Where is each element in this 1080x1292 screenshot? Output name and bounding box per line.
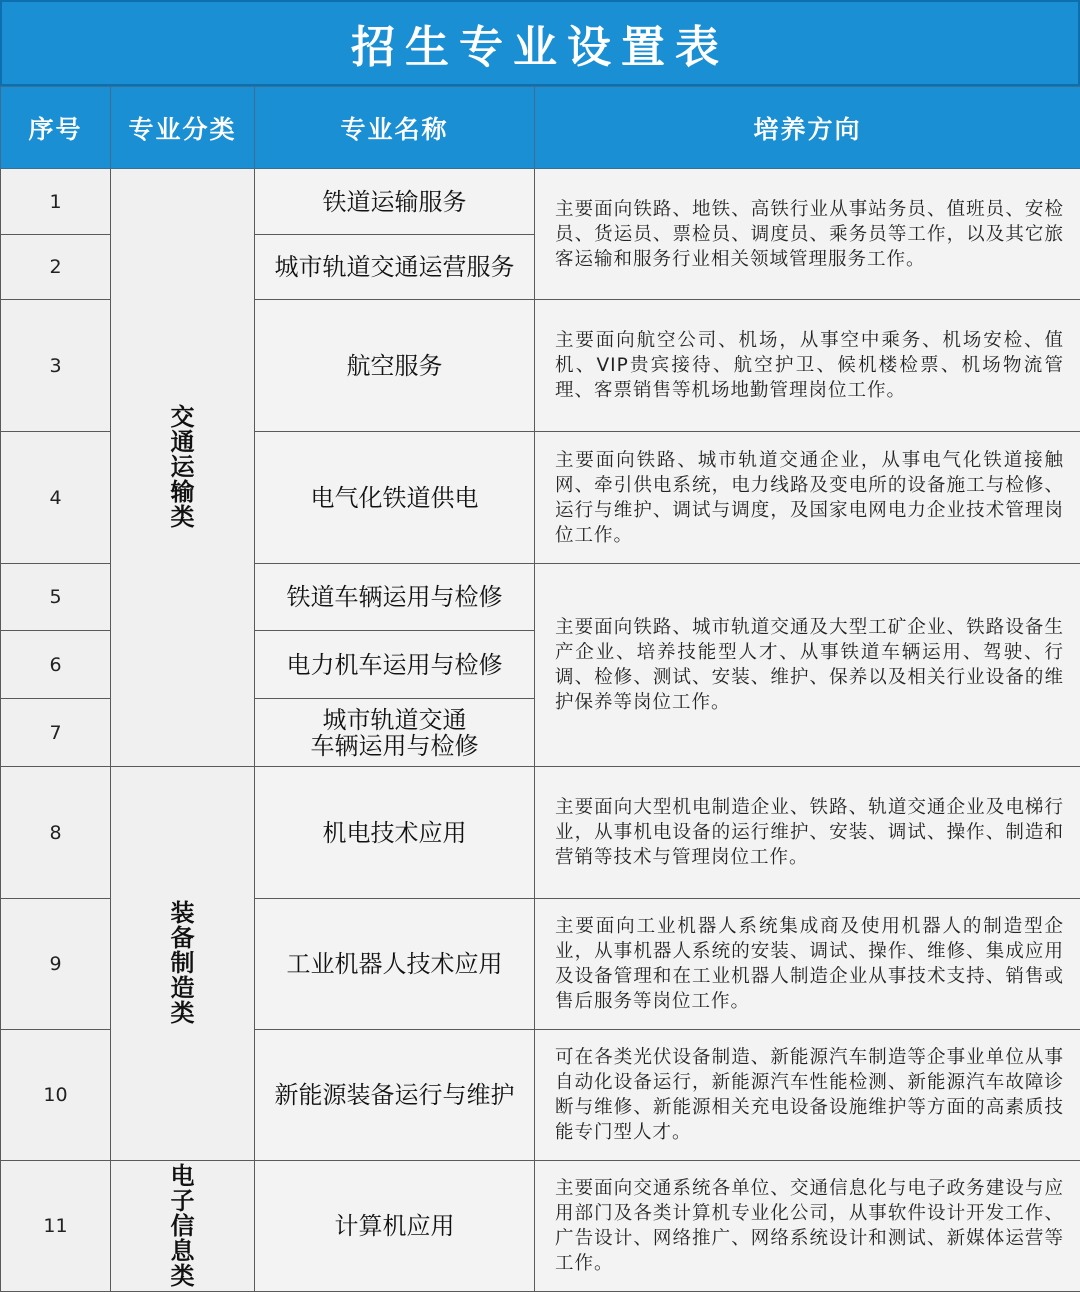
category-transport (111, 169, 255, 767)
direction-text: 主要面向铁路、城市轨道交通及大型工矿企业、铁路设备生产企业、培养技能型人才、从事铁道车辆运用、驾驶、行调、检修、测试、安装、维护、保养以及相关行业设备的维护保养等岗位工作。 (535, 564, 1080, 767)
row-index: 9 (1, 899, 111, 1030)
row-index: 1 (1, 169, 111, 235)
major-name-line2: 车辆运用与检修 (259, 733, 530, 759)
row-index: 4 (1, 432, 111, 564)
direction-text: 主要面向交通系统各单位、交通信息化与电子政务建设与应用部门及各类计算机专业化公司，从事软件设计开发工作、广告设计、网络推广、网络系统设计和测试、新媒体运营等工作。 (535, 1161, 1080, 1292)
header-direction: 培养方向 (535, 87, 1080, 169)
category-electronic (111, 1161, 255, 1292)
majors-table (0, 86, 1080, 1292)
major-name: 电力机车运用与检修 (255, 631, 535, 699)
major-name: 航空服务 (255, 300, 535, 432)
table-row (1, 767, 1080, 899)
row-index: 5 (1, 564, 111, 631)
major-name: 铁道车辆运用与检修 (255, 564, 535, 631)
header-category: 专业分类 (111, 87, 255, 169)
major-name: 铁道运输服务 (255, 169, 535, 235)
table-header-row (1, 87, 1080, 169)
major-name-line1: 城市轨道交通 (259, 707, 530, 733)
category-label: 电子信息类 (170, 1164, 196, 1289)
table-row (1, 1161, 1080, 1292)
major-name: 机电技术应用 (255, 767, 535, 899)
direction-text: 可在各类光伏设备制造、新能源汽车制造等企事业单位从事自动化设备运行，新能源汽车性能检测、新能源汽车故障诊断与维修、新能源相关充电设备设施维护等方面的高素质技能专门型人才。 (535, 1030, 1080, 1161)
row-index: 2 (1, 235, 111, 300)
direction-text: 主要面向工业机器人系统集成商及使用机器人的制造型企业，从事机器人系统的安装、调试、操作、维修、集成应用及设备管理和在工业机器人制造企业从事技术支持、销售或售后服务等岗位工作。 (535, 899, 1080, 1030)
major-name: 电气化铁道供电 (255, 432, 535, 564)
row-index: 10 (1, 1030, 111, 1161)
row-index: 11 (1, 1161, 111, 1292)
direction-text: 主要面向大型机电制造企业、铁路、轨道交通企业及电梯行业，从事机电设备的运行维护、安装、调试、操作、制造和营销等技术与管理岗位工作。 (535, 767, 1080, 899)
category-label: 装备制造类 (170, 901, 196, 1026)
major-name: 计算机应用 (255, 1161, 535, 1292)
page-title-bar (0, 0, 1080, 86)
major-name (255, 699, 535, 767)
major-name: 工业机器人技术应用 (255, 899, 535, 1030)
table-row (1, 169, 1080, 235)
major-name: 城市轨道交通运营服务 (255, 235, 535, 300)
direction-text: 主要面向铁路、城市轨道交通企业，从事电气化铁道接触网、牵引供电系统，电力线路及变电所的设备施工与检修、运行与维护、调试与调度，及国家电网电力企业技术管理岗位工作。 (535, 432, 1080, 564)
row-index: 3 (1, 300, 111, 432)
page-title: 招生专业设置表 (351, 11, 729, 75)
header-index: 序号 (1, 87, 111, 169)
direction-text: 主要面向航空公司、机场，从事空中乘务、机场安检、值机、VIP贵宾接待、航空护卫、候机楼检票、机场物流管理、客票销售等机场地勤管理岗位工作。 (535, 300, 1080, 432)
category-label: 交通运输类 (170, 405, 196, 530)
direction-text: 主要面向铁路、地铁、高铁行业从事站务员、值班员、安检员、货运员、票检员、调度员、乘务员等工作，以及其它旅客运输和服务行业相关领域管理服务工作。 (535, 169, 1080, 300)
row-index: 6 (1, 631, 111, 699)
category-equipment (111, 767, 255, 1161)
row-index: 8 (1, 767, 111, 899)
row-index: 7 (1, 699, 111, 767)
header-major: 专业名称 (255, 87, 535, 169)
major-name: 新能源装备运行与维护 (255, 1030, 535, 1161)
